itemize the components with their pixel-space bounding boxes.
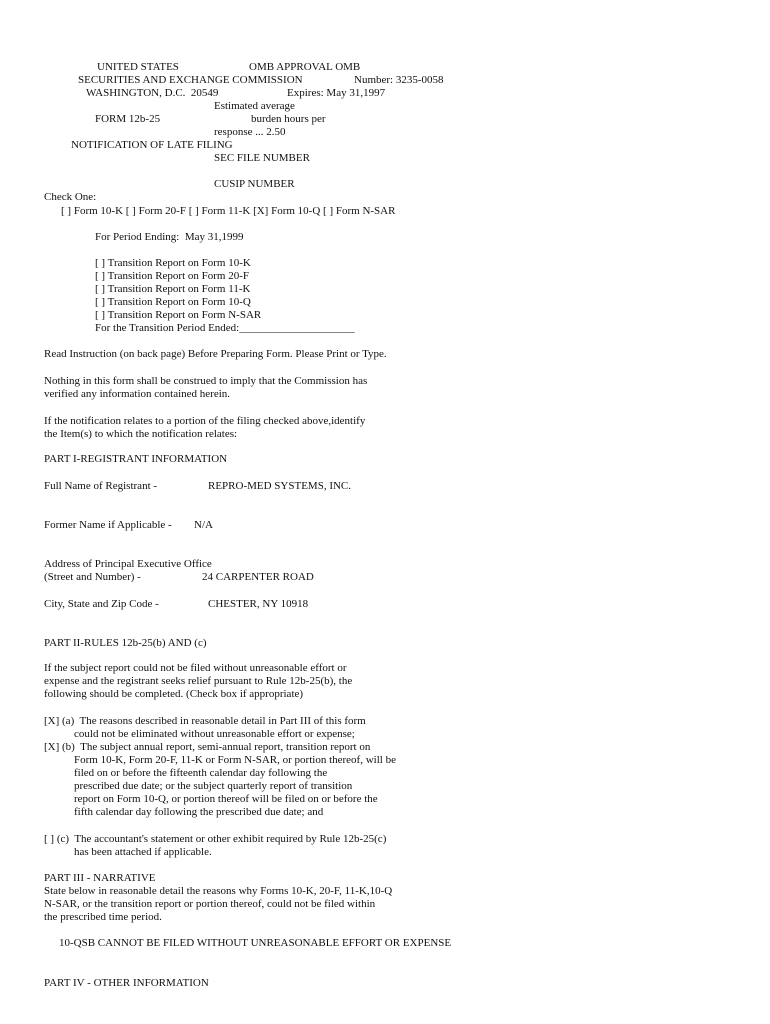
part2-a-line-1: [X] (a) The reasons described in reasonable detail in Part III of this form — [44, 715, 366, 727]
header-omb-number: Number: 3235-0058 — [354, 74, 444, 86]
full-name-label: Full Name of Registrant - — [44, 480, 158, 492]
part2-b-line-1: [X] (b) The subject annual report, semi-annual report, transition report on — [44, 741, 371, 753]
part2-b-line-5: report on Form 10-Q, or portion thereof will be filed on or before the — [74, 793, 378, 805]
part2-c-line-1: [ ] (c) The accountant's statement or other exhibit required by Rule 12b-25(c) — [44, 833, 387, 845]
period-ending: For Period Ending: May 31,1999 — [95, 231, 244, 243]
address-value: 24 CARPENTER ROAD — [202, 571, 314, 583]
part2-b-line-2: Form 10-K, Form 20-F, 11-K or Form N-SAR, or portion thereof, will be — [74, 754, 396, 766]
former-name-value: N/A — [194, 519, 213, 531]
transition-report-10q: [ ] Transition Report on Form 10-Q — [95, 296, 251, 308]
header-form: FORM 12b-25 — [95, 113, 161, 125]
sec-file-number: SEC FILE NUMBER — [214, 152, 310, 164]
part4-heading: PART IV - OTHER INFORMATION — [44, 977, 209, 989]
transition-report-11k: [ ] Transition Report on Form 11-K — [95, 283, 251, 295]
part3-heading: PART III - NARRATIVE — [44, 872, 156, 884]
city-value: CHESTER, NY 10918 — [208, 598, 309, 610]
part1-heading: PART I-REGISTRANT INFORMATION — [44, 453, 228, 465]
form-type-options: [ ] Form 10-K [ ] Form 20-F [ ] Form 11-K [X] Form 10-Q [ ] Form N-SAR — [61, 205, 396, 217]
part3-text-2: N-SAR, or the transition report or portion thereof, could not be filed within — [44, 898, 376, 910]
portion-line-1: If the notification relates to a portion of the filing checked above,identify — [44, 415, 366, 427]
disclaimer-line-1: Nothing in this form shall be construed to imply that the Commission has — [44, 375, 368, 387]
part2-intro-2: expense and the registrant seeks relief pursuant to Rule 12b-25(b), the — [44, 675, 353, 687]
header-city: WASHINGTON, D.C. 20549 — [86, 87, 219, 99]
transition-report-20f: [ ] Transition Report on Form 20-F — [95, 270, 250, 282]
part2-b-line-6: fifth calendar day following the prescribed due date; and — [74, 806, 324, 818]
city-label: City, State and Zip Code - — [44, 598, 159, 610]
former-name-label: Former Name if Applicable - — [44, 519, 172, 531]
header-expires: Expires: May 31,1997 — [287, 87, 386, 99]
part3-text-1: State below in reasonable detail the reasons why Forms 10-K, 20-F, 11-K,10-Q — [44, 885, 393, 897]
part3-statement: 10-QSB CANNOT BE FILED WITHOUT UNREASONABLE EFFORT OR EXPENSE — [59, 937, 452, 949]
part3-text-3: the prescribed time period. — [44, 911, 162, 923]
portion-line-2: the Item(s) to which the notification relates: — [44, 428, 238, 440]
check-one-label: Check One: — [44, 191, 97, 203]
part2-b-line-3: filed on or before the fifteenth calendar day following the — [74, 767, 328, 779]
full-name-value: REPRO-MED SYSTEMS, INC. — [208, 480, 352, 492]
address-label-1: Address of Principal Executive Office — [44, 558, 212, 570]
disclaimer-line-2: verified any information contained herein. — [44, 388, 231, 400]
part2-b-line-4: prescribed due date; or the subject quarterly report of transition — [74, 780, 353, 792]
header-response: response ... 2.50 — [214, 126, 286, 138]
part2-a-line-2: could not be eliminated without unreasonable effort or expense; — [74, 728, 355, 740]
notification-title: NOTIFICATION OF LATE FILING — [71, 139, 233, 151]
address-label-2: (Street and Number) - — [44, 571, 141, 583]
header-burden-hours: burden hours per — [251, 113, 326, 125]
transition-period: For the Transition Period Ended:_____________________ — [95, 322, 355, 334]
part2-c-line-2: has been attached if applicable. — [74, 846, 212, 858]
part2-intro-3: following should be completed. (Check box if appropriate) — [44, 688, 304, 700]
header-country: UNITED STATES — [97, 61, 179, 73]
cusip-number: CUSIP NUMBER — [214, 178, 295, 190]
transition-report-10k: [ ] Transition Report on Form 10-K — [95, 257, 251, 269]
header-agency: SECURITIES AND EXCHANGE COMMISSION — [78, 74, 303, 86]
read-instruction: Read Instruction (on back page) Before Preparing Form. Please Print or Type. — [44, 348, 387, 360]
header-omb-approval: OMB APPROVAL OMB — [249, 61, 361, 73]
header-estimated-average: Estimated average — [214, 100, 295, 112]
part2-heading: PART II-RULES 12b-25(b) AND (c) — [44, 637, 207, 649]
transition-report-nsar: [ ] Transition Report on Form N-SAR — [95, 309, 262, 321]
part2-intro-1: If the subject report could not be filed without unreasonable effort or — [44, 662, 347, 674]
